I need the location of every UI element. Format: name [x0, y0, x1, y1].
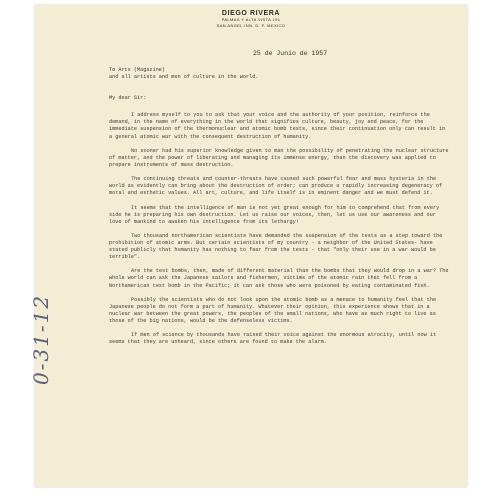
paragraph-8: If men of science by thousands have raised their voice against the enormous atrocity, until now it seems that they are unheard, since others are found to make the alarm.: [109, 332, 437, 346]
paragraph-5: Two thousand northamerican scientists have demanded the suspension of the tests as a step toward the prohibition of atomic arms. But certain scientists of my country - a neighbor of the United States- have stated publicly that humanity has nothing to fear from the tests - that "only their use in a war would be terrible".: [109, 232, 443, 261]
addressee-line-1: To Arts (Magazine): [109, 67, 166, 73]
paragraph-6: Are the test bombs, then, made of different material than the bombs that they would drop in a war? The whole world can ask the Japanese sailors and fishermen, victims of the atomic rain that fell from a Northamerican test bomb in the Pacific; it can ask those who were poisoned by eating contaminated fish.: [109, 268, 449, 289]
paragraph-3: The continuing threats and counter-threats have caused such powerful fear and mass hysteria in the world as evidently can bring about the destruction of order; can produce a rapidly increasing degeneracy of moral and esthetic values. All art, culture, and life itself is in eminent danger and we must defend it.: [109, 176, 443, 197]
salutation: My dear Sir:: [109, 95, 147, 102]
handwritten-annotation: 0-31-12: [29, 293, 53, 385]
paragraph-4: It seems that the intelligence of man is not yet great enough for him to comprehend that from every side he is preparing his own destruction. Let us raise our voices, then, let us use our awareness and our love of mankind to awaken his intelligence from its lethargy!: [109, 204, 440, 225]
letterhead: [35, 10, 467, 29]
letter-page: [29, 5, 467, 487]
letter-date: 25 de Junio de 1957: [253, 50, 328, 57]
addressee-line-2: and all artists and men of culture in the world.: [109, 74, 259, 81]
letterhead-city: SAN ANGEL INN, D. F. MEXICO: [216, 23, 286, 28]
paragraph-1: I address myself to you to ask that your voice and the authority of your position, reinforce the demand, in the name of everything in the world that signifies culture, beauty, joy and peace, for the immediate suspension of the thermonuclear and atomic bomb tests, since their continuation only can result in a general atomic war with the consequent destruction of humanity.: [109, 112, 446, 140]
letterhead-address: PALMAS Y ALTA VISTA 191: [221, 17, 281, 22]
letterhead-name: DIEGO RIVERA: [221, 10, 281, 17]
letter-body: [109, 67, 451, 353]
addressee: [109, 67, 451, 81]
paragraph-2: No sooner had his superior knowledge given to man the possibility of penetrating the nuclear structure of matter, and the power of liberating and managing its immense energy, than the discovery was applied to prepare instruments of mass destruction.: [109, 147, 449, 168]
paragraph-7: Possibly the scientists who do not look upon the atomic bomb as a menace to humanity feel that the Japanese people do not form a part of humanity. Whatever their opinion, this experience shows that in a nuclear war between the great powers, the peoples of the small nations, who have as much right to live as those of the big nations, would be the defenseless victims.: [109, 296, 437, 324]
